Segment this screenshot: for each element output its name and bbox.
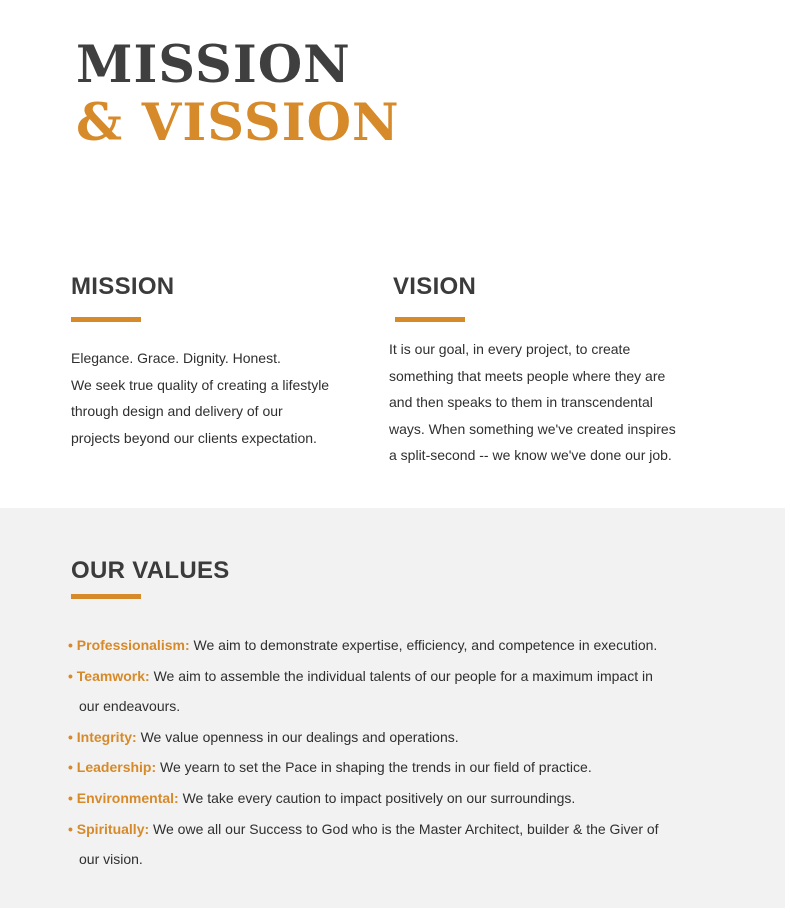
bullet-icon: • [68, 728, 73, 745]
value-text-continued: our vision. [79, 851, 143, 868]
values-heading: OUR VALUES [71, 557, 230, 584]
value-term: Spiritually: [76, 820, 150, 837]
values-accent-bar [71, 594, 141, 599]
mission-line: We seek true quality of creating a lifestyle [71, 376, 330, 393]
values-list [68, 630, 728, 875]
mission-line: Elegance. Grace. Dignity. Honest. [71, 350, 281, 366]
value-item [68, 630, 728, 661]
value-text-continued: our endeavours. [79, 698, 181, 715]
bullet-icon: • [68, 637, 73, 653]
bullet-icon: • [68, 667, 73, 684]
value-text: We take every caution to impact positively on our surroundings. [182, 789, 576, 806]
values-section [0, 508, 785, 908]
value-term: Professionalism: [76, 637, 190, 653]
vision-accent-bar [395, 317, 465, 322]
vision-line: It is our goal, in every project, to create [389, 341, 631, 357]
page-title [76, 36, 400, 152]
bullet-icon: • [68, 759, 73, 776]
vision-text [389, 336, 719, 469]
vision-line: something that meets people where they are [389, 367, 666, 384]
value-item [68, 814, 728, 875]
value-text: We owe all our Success to God who is the Master Architect, builder & the Giver of [153, 820, 659, 837]
value-item [68, 783, 728, 814]
mission-text [71, 345, 371, 451]
value-term: Environmental: [76, 789, 179, 806]
value-text: We yearn to set the Pace in shaping the trends in our field of practice. [160, 759, 592, 776]
vision-line: ways. When something we've created inspires [389, 420, 676, 437]
value-text: We value openness in our dealings and operations. [140, 728, 459, 745]
mission-line: through design and delivery of our [71, 403, 283, 420]
vision-line: and then speaks to them in transcendental [389, 394, 653, 411]
vision-line: a split-second -- we know we've done our job. [389, 447, 672, 464]
mission-line: projects beyond our clients expectation. [71, 429, 317, 446]
value-term: Teamwork: [76, 667, 150, 684]
mission-accent-bar [71, 317, 141, 322]
value-item [68, 722, 728, 753]
value-text: We aim to demonstrate expertise, efficiency, and competence in execution. [193, 637, 658, 653]
value-item [68, 661, 728, 722]
mission-heading: MISSION [71, 273, 175, 300]
value-item [68, 752, 728, 783]
page-title-line2: & VISSION [76, 93, 400, 153]
page-title-line1: MISSION [76, 35, 351, 95]
bullet-icon: • [68, 820, 73, 837]
value-term: Integrity: [76, 728, 137, 745]
vision-heading: VISION [393, 273, 477, 300]
value-term: Leadership: [76, 759, 157, 776]
value-text: We aim to assemble the individual talents of our people for a maximum impact in [153, 667, 653, 684]
bullet-icon: • [68, 789, 73, 806]
